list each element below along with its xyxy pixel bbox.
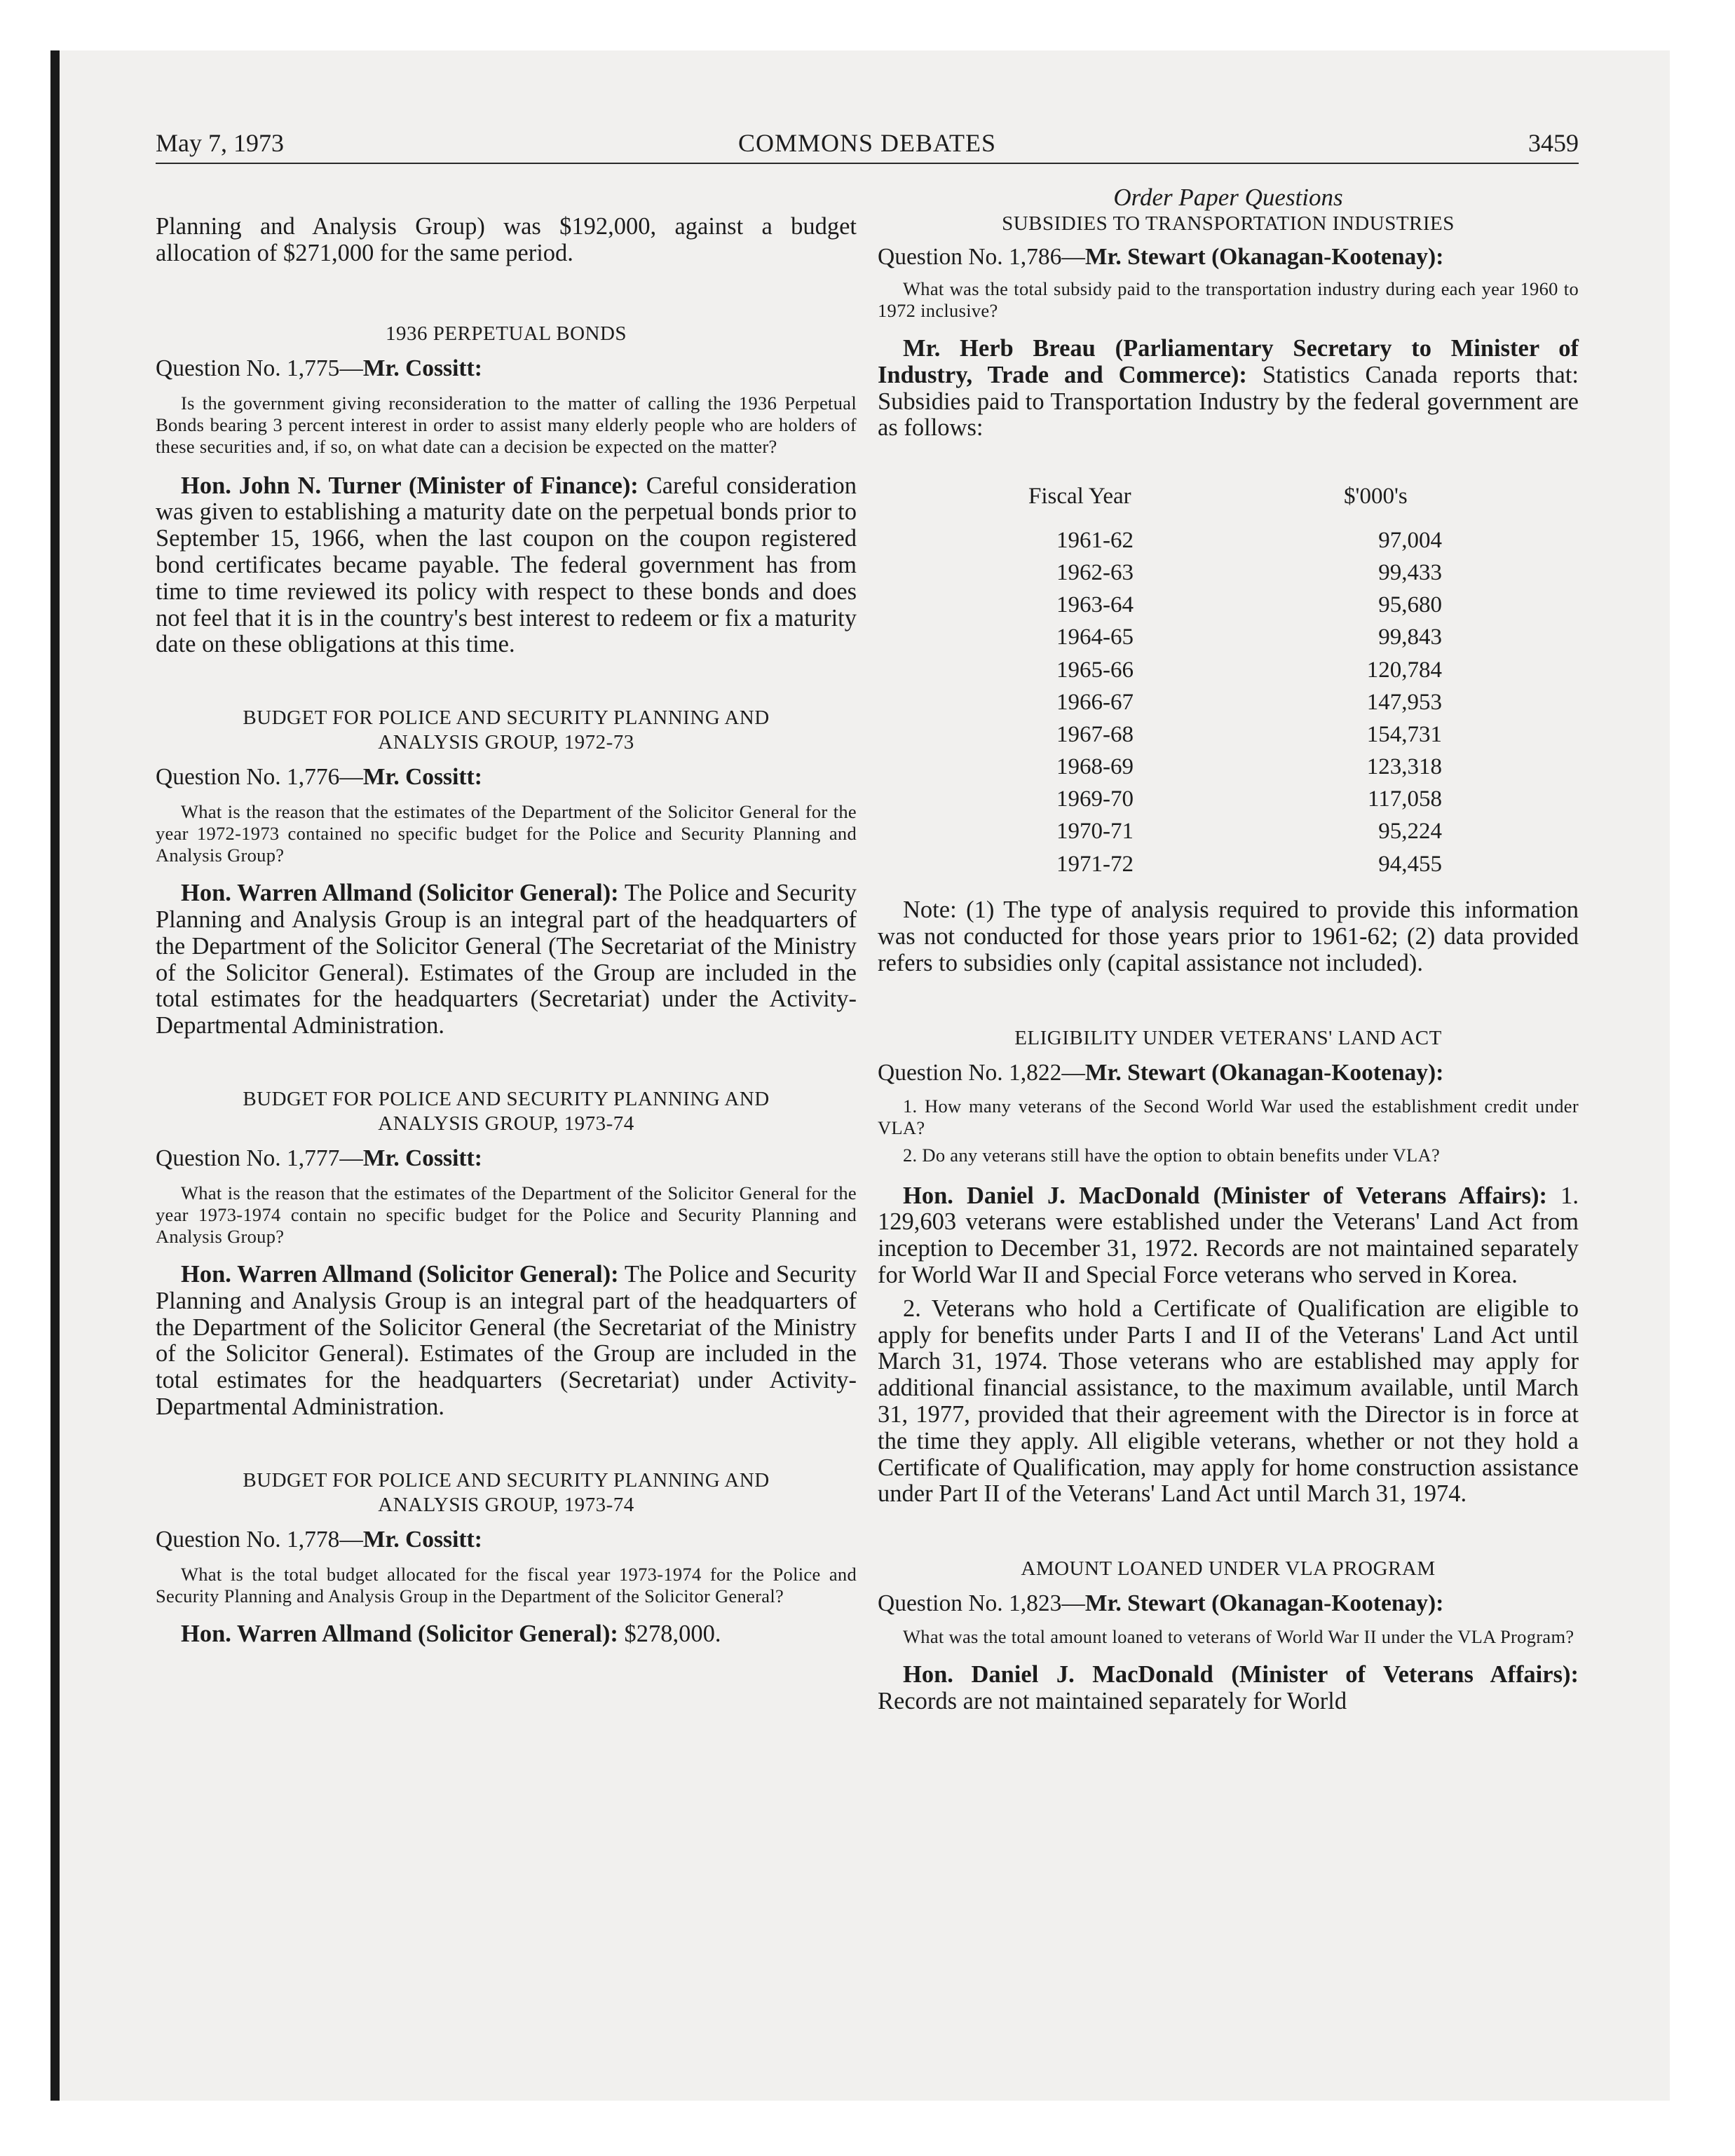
section-heading (156, 1087, 857, 1136)
table-header-row (1028, 482, 1442, 524)
answerer: Hon. Warren Allmand (Solicitor General): (181, 880, 619, 907)
answerer: Hon. Daniel J. MacDonald (Minister of Veterans Affairs): (903, 1661, 1579, 1688)
question-number: Question No. 1,823— (878, 1590, 1085, 1617)
table-note: Note: (1) The type of analysis required to provide this information was not conducted for those years prior to 1961-62; (2) data provided refers to subsidies only (capital assistance not included). (878, 896, 1579, 976)
question-text: What was the total subsidy paid to the transportation industry during each year 1960 to 1972 inclusive? (878, 278, 1579, 321)
right-column (878, 184, 1579, 1852)
fiscal-year-cell: 1970-71 (1056, 819, 1134, 845)
answerer: Hon. John N. Turner (Minister of Finance): (181, 472, 639, 499)
answer-paragraph (156, 1262, 857, 1421)
heading-line: BUDGET FOR POLICE AND SECURITY PLANNING AND (243, 1087, 770, 1110)
table-row (1028, 589, 1442, 622)
question-text: 1. How many veterans of the Second World War used the establishment credit under VLA? (878, 1095, 1579, 1138)
publication-title: COMMONS DEBATES (737, 129, 997, 157)
asker: Mr. Stewart (Okanagan-Kootenay): (1084, 1059, 1444, 1086)
question-text: What is the total budget allocated for the fiscal year 1973-1974 for the Police and Security Planning and Analysis Group in the Department of the Solicitor General? (156, 1563, 857, 1606)
amount-cell: 120,784 (1366, 657, 1442, 683)
amount-cell: 99,843 (1378, 625, 1442, 650)
section-heading: ELIGIBILITY UNDER VETERANS' LAND ACT (1014, 1026, 1442, 1049)
answerer: Mr. Herb Breau (Parliamentary Secretary to Minister of Industry, Trade and Commerce): (878, 335, 1579, 388)
asker: Mr. Cossitt: (362, 1145, 482, 1171)
fiscal-year-cell: 1964-65 (1056, 625, 1134, 650)
page-header (156, 128, 1579, 162)
heading-line: ANALYSIS GROUP, 1973-74 (378, 1493, 634, 1516)
fiscal-year-cell: 1968-69 (1056, 754, 1134, 780)
question-line (156, 1145, 857, 1173)
section-heading (156, 706, 857, 755)
fiscal-year-cell: 1966-67 (1056, 689, 1134, 715)
question-line (156, 1526, 857, 1554)
answer-text: Statistics Canada reports that: Subsidies paid to Transportation Industry by the federal government are as follows: (878, 361, 1579, 442)
question-number: Question No. 1,822— (878, 1059, 1085, 1086)
asker: Mr. Cossitt: (362, 355, 482, 381)
intro-paragraph: Planning and Analysis Group) was $192,000, against a budget allocation of $271,000 for the same period. (156, 213, 857, 266)
amount-cell: 95,224 (1378, 819, 1442, 845)
table-row (1028, 654, 1442, 686)
question-text: What was the total amount loaned to veterans of World War II under the VLA Program? (903, 1626, 1574, 1648)
question-text: What is the reason that the estimates of the Department of the Solicitor General for the year 1972-1973 contained no specific budget for the Police and Security Planning and Analysis Group? (156, 801, 857, 866)
answer-paragraph (156, 1621, 857, 1648)
answer-text: $278,000. (624, 1620, 721, 1647)
header-date: May 7, 1973 (156, 129, 284, 157)
table-row (1028, 622, 1442, 654)
question-line (878, 1059, 1579, 1087)
answer-text: Records are not maintained separately for World (878, 1688, 1347, 1714)
amount-cell: 95,680 (1378, 592, 1442, 618)
page-number: 3459 (1528, 129, 1579, 157)
section-heading: 1936 PERPETUAL BONDS (385, 322, 627, 345)
heading-line: BUDGET FOR POLICE AND SECURITY PLANNING AND (243, 707, 770, 730)
amount-cell: 147,953 (1366, 689, 1442, 715)
fiscal-year-cell: 1971-72 (1056, 851, 1134, 877)
section-title: Order Paper Questions (1113, 184, 1343, 211)
question-text: Is the government giving reconsideration to the matter of calling the 1936 Perpetual Bonds bearing 3 percent interest in order to assist many elderly people who are holders of these securities and, if so, on what date can a decision be expected on the matter? (156, 392, 857, 457)
amount-cell: 154,731 (1366, 721, 1442, 747)
answer-paragraph: 2. Veterans who hold a Certificate of Qualification are eligible to apply for benefits under Parts I and II of the Veterans' Land Act until March 31, 1974. Those veterans who are established may apply for additional financial assistance, to the maximum available, until March 31, 1977, provided that their agreement with the Director is in force at the time they apply. All eligible veterans, whether or not they hold a Certificate of Qualification, may apply for home construction assistance under Part II of the Veterans' Land Act until March 31, 1974. (878, 1295, 1579, 1508)
question-line (878, 1590, 1579, 1618)
question-text: What is the reason that the estimates of the Department of the Solicitor General for the year 1973-1974 contain no specific budget for the Police and Security Planning and Analysis Group? (156, 1182, 857, 1247)
question-number: Question No. 1,775— (156, 355, 363, 381)
heading-line: ANALYSIS GROUP, 1973-74 (378, 1112, 634, 1135)
table-row (1028, 816, 1442, 848)
answerer: Hon. Warren Allmand (Solicitor General): (181, 1260, 619, 1288)
asker: Mr. Cossitt: (362, 764, 482, 791)
asker: Mr. Stewart (Okanagan-Kootenay): (1084, 1590, 1444, 1617)
section-heading: AMOUNT LOANED UNDER VLA PROGRAM (1021, 1557, 1436, 1581)
answer-text: The Police and Security Planning and Analysis Group is an integral part of the headquarters of the Department of the Solicitor General (The Secretariat of the Ministry of the Solicitor General). Estimates of the Group are included in the total estimates for the headquarters (Secretariat) under the Activity-Departmental Administration. (156, 880, 857, 1039)
subsidy-table (1028, 482, 1442, 880)
amount-cell: 123,318 (1366, 754, 1442, 780)
amount-cell: 117,058 (1367, 786, 1442, 812)
table-row (1028, 751, 1442, 784)
question-line (156, 763, 857, 791)
fiscal-year-cell: 1967-68 (1056, 721, 1134, 747)
amount-cell: 94,455 (1378, 851, 1442, 877)
question-number: Question No. 1,786— (878, 244, 1085, 270)
question-number: Question No. 1,777— (156, 1145, 363, 1171)
heading-line: BUDGET FOR POLICE AND SECURITY PLANNING AND (243, 1468, 770, 1492)
table-row (1028, 524, 1442, 557)
fiscal-year-cell: 1963-64 (1056, 592, 1134, 618)
heading-line: ANALYSIS GROUP, 1972-73 (378, 731, 634, 754)
answer-paragraph (156, 880, 857, 1039)
column-header-year: Fiscal Year (1028, 483, 1131, 509)
table-body (1028, 524, 1442, 880)
amount-cell: 99,433 (1378, 559, 1442, 585)
asker: Mr. Stewart (Okanagan-Kootenay): (1084, 244, 1444, 270)
answerer: Hon. Warren Allmand (Solicitor General): (181, 1620, 618, 1647)
asker: Mr. Cossitt: (362, 1526, 482, 1553)
table-row (1028, 686, 1442, 718)
question-number: Question No. 1,778— (156, 1526, 363, 1553)
scan-edge (50, 50, 60, 2101)
fiscal-year-cell: 1961-62 (1056, 527, 1134, 553)
question-text: 2. Do any veterans still have the option to obtain benefits under VLA? (903, 1144, 1441, 1166)
table-row (1028, 848, 1442, 880)
answer-paragraph (878, 1662, 1579, 1715)
question-line (878, 243, 1579, 271)
left-column (156, 214, 857, 1882)
fiscal-year-cell: 1969-70 (1056, 786, 1134, 812)
answerer: Hon. Daniel J. MacDonald (Minister of Veterans Affairs): (903, 1182, 1547, 1209)
table-row (1028, 784, 1442, 816)
section-heading (156, 1468, 857, 1517)
fiscal-year-cell: 1965-66 (1056, 657, 1134, 683)
answer-text: The Police and Security Planning and Analysis Group is an integral part of the headquarters of the Department of the Solicitor General (the Secretariat of the Ministry of the Solicitor General). Estimates of the Group are included in the total estimates for the headquarters (Secretariat) under Activity-Departmental Administration. (156, 1260, 857, 1420)
amount-cell: 97,004 (1378, 527, 1442, 553)
answer-paragraph (156, 473, 857, 659)
answer-paragraph (878, 1183, 1579, 1289)
table-row (1028, 557, 1442, 589)
header-rule (156, 163, 1579, 164)
fiscal-year-cell: 1962-63 (1056, 559, 1134, 585)
answer-text: Careful consideration was given to establishing a maturity date on the perpetual bonds prior to September 15, 1966, when the last coupon on the coupon registered bond certificates became payable. The federal government has from time to time reviewed its policy with respect to these bonds and does not feel that it is in the country's best interest to redeem or fix a maturity date on these obligations at this time. (156, 472, 857, 658)
question-number: Question No. 1,776— (156, 764, 363, 791)
question-line (156, 355, 857, 383)
answer-text: 1. 129,603 veterans were established under the Veterans' Land Act from inception to December 31, 1972. Records are not maintained separately for World War II and Special Force veterans who served in Korea. (878, 1182, 1579, 1289)
section-heading: SUBSIDIES TO TRANSPORTATION INDUSTRIES (1002, 212, 1455, 235)
table-row (1028, 718, 1442, 751)
column-header-amount: $'000's (1344, 483, 1408, 509)
answer-paragraph (878, 336, 1579, 442)
